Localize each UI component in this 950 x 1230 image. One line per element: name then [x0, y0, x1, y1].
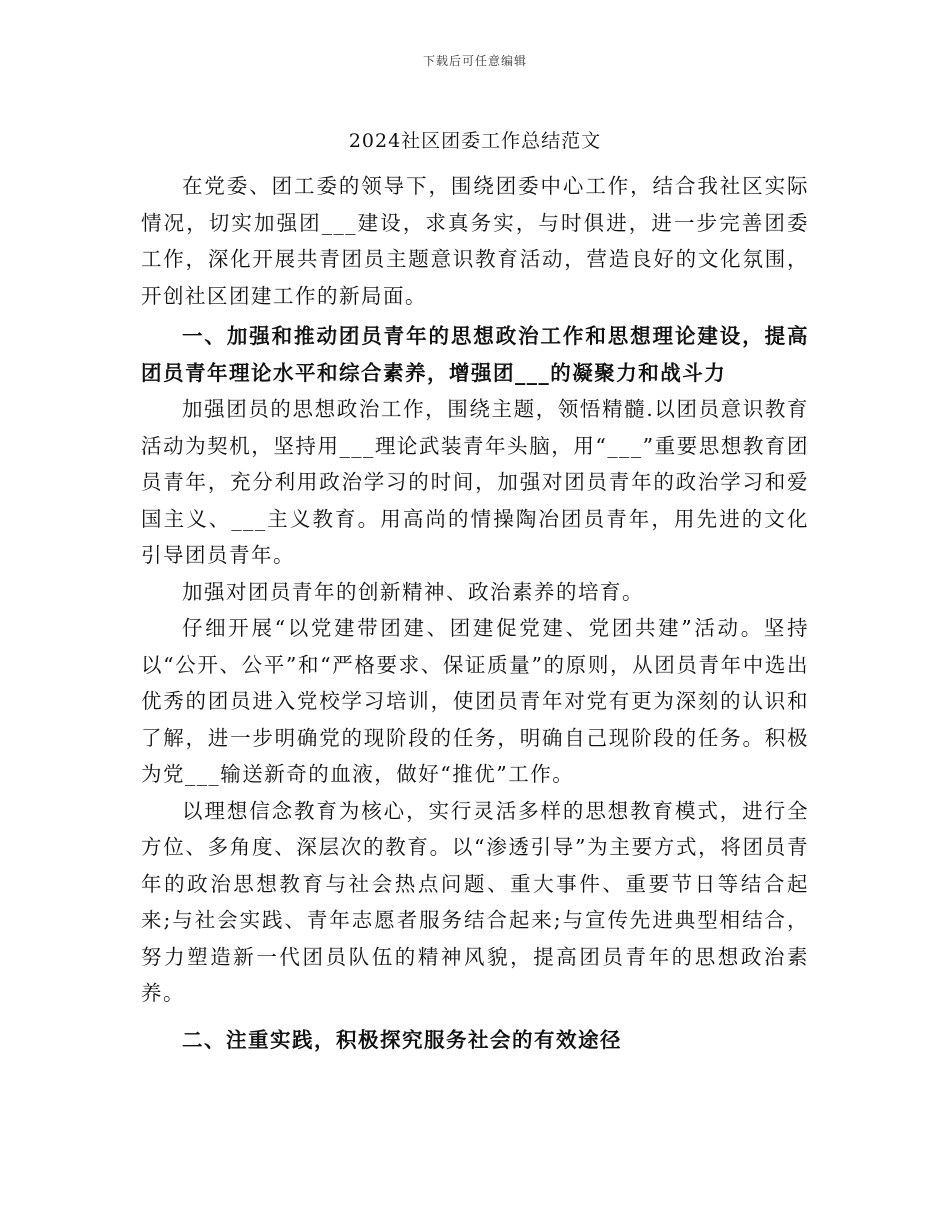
body-paragraph: 仔细开展“以党建带团建、团建促党建、党团共建”活动。坚持以“公开、公平”和“严格要求、保证质量”的原则，从团员青年中选出优秀的团员进入党校学习培训，使团员青年对党有更为深刻的认识和了解，进一步明确党的现阶段的任务，明确自己现阶段的任务。积极为党___输送新奇的血液，做好“推优”工作。: [141, 616, 809, 786]
intro-paragraph: 在党委、团工委的领导下，围绕团委中心工作，结合我社区实际情况，切实加强团___建设，求真务实，与时俱进，进一步完善团委工作，深化开展共青团员主题意识教育活动，营造良好的文化氛围，开创社区团建工作的新局面。: [141, 174, 809, 308]
document-title: 2024社区团委工作总结范文: [348, 130, 602, 152]
document-body: [141, 168, 809, 1058]
body-paragraph: 以理想信念教育为核心，实行灵活多样的思想教育模式，进行全方位、多角度、深层次的教育。以“渗透引导”为主要方式，将团员青年的政治思想教育与社会热点问题、重大事件、重要节日等结合起来;与社会实践、青年志愿者服务结合起来;与宣传先进典型相结合，努力塑造新一代团员队伍的精神风貌，提高团员青年的思想政治素养。: [141, 798, 809, 1005]
body-paragraph: 加强团员的思想政治工作，围绕主题，领悟精髓.以团员意识教育活动为契机，坚持用___理论武装青年头脑，用“___”重要思想教育团员青年，充分利用政治学习的时间，加强对团员青年的政治学习和爱国主义、___主义教育。用高尚的情操陶冶团员青年，用先进的文化引导团员青年。: [141, 397, 809, 567]
section-heading-2: 二、注重实践，积极探究服务社会的有效途径: [182, 1027, 622, 1052]
body-paragraph: 加强对团员青年的创新精神、政治素养的培育。: [182, 579, 644, 604]
section-heading-1: 一、加强和推动团员青年的思想政治工作和思想理论建设，提高团员青年理论水平和综合素养，增强团___的凝聚力和战斗力: [141, 324, 809, 385]
page-header-note: 下载后可任意编辑: [422, 54, 527, 68]
